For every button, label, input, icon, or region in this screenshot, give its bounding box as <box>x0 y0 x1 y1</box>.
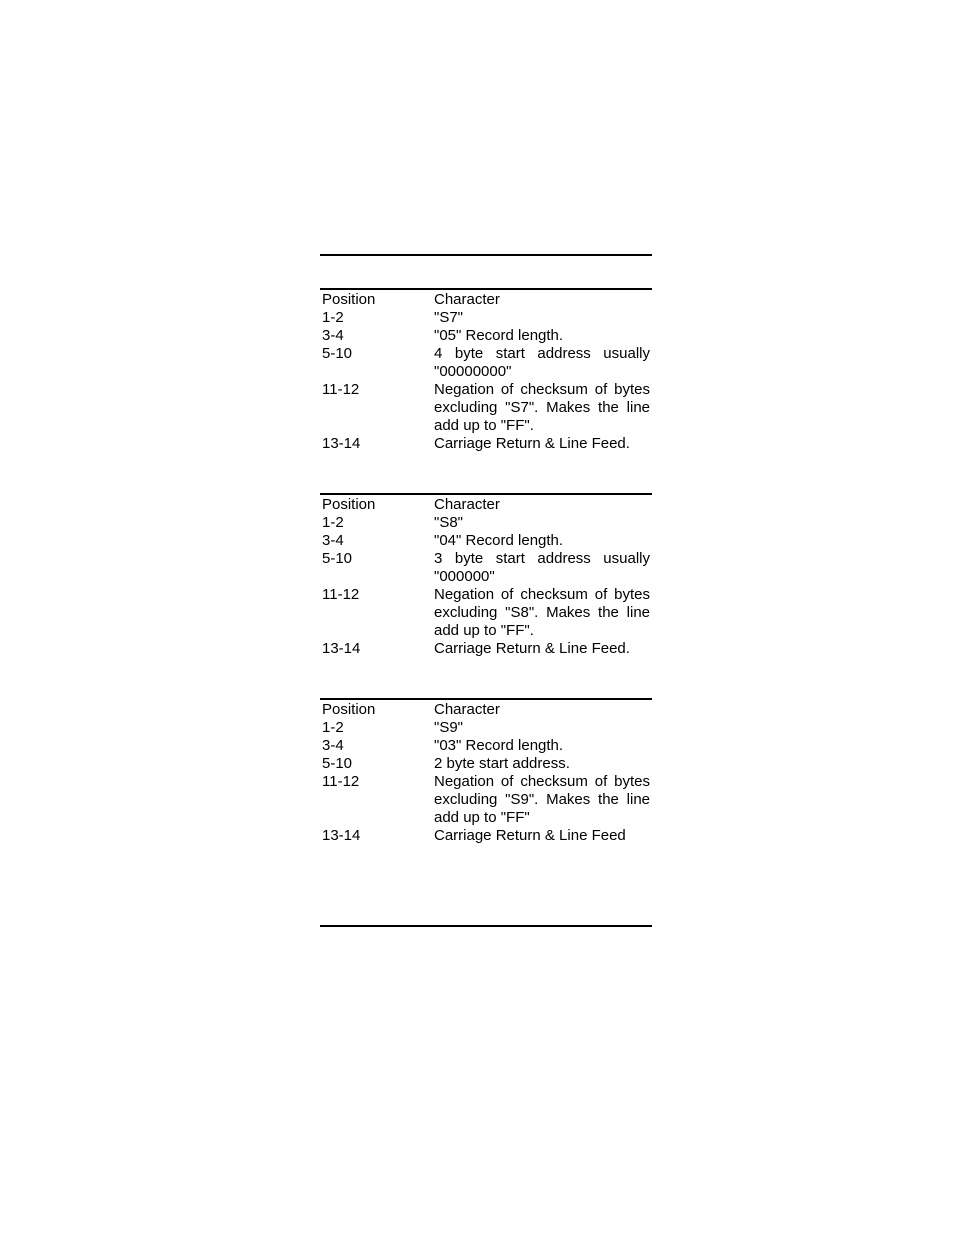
position-cell: 11-12 <box>322 773 360 790</box>
position-cell: 1-2 <box>322 514 344 531</box>
table-row <box>320 586 652 640</box>
position-cell: 1-2 <box>322 719 344 736</box>
table-header-row <box>320 291 652 309</box>
table-row <box>320 435 652 453</box>
table-top-rule <box>320 698 652 700</box>
table-row <box>320 773 652 827</box>
table-top-rule <box>320 288 652 290</box>
character-cell: Negation of checksum of bytes excluding "S7". Makes the line add up to "FF". <box>434 381 650 434</box>
table-row <box>320 381 652 435</box>
table-row <box>320 532 652 550</box>
table-header-row <box>320 496 652 514</box>
position-cell: 13-14 <box>322 435 361 452</box>
character-cell: Carriage Return & Line Feed. <box>434 640 630 657</box>
table-row <box>320 827 652 845</box>
character-cell: "05" Record length. <box>434 327 564 344</box>
position-cell: 3-4 <box>322 327 344 344</box>
position-cell: 5-10 <box>322 345 353 362</box>
s9-record-table <box>320 698 652 845</box>
position-header: Position <box>322 291 376 308</box>
character-cell: Negation of checksum of bytes excluding "S8". Makes the line add up to "FF". <box>434 586 650 639</box>
character-header: Character <box>434 496 500 513</box>
position-header: Position <box>322 496 376 513</box>
position-cell: 11-12 <box>322 381 360 398</box>
position-header: Position <box>322 701 376 718</box>
character-cell: "S8" <box>434 514 463 531</box>
character-cell: "03" Record length. <box>434 737 564 754</box>
character-cell: "S9" <box>434 719 463 736</box>
table-header-row <box>320 701 652 719</box>
character-cell: Carriage Return & Line Feed <box>434 827 626 844</box>
character-header: Character <box>434 291 500 308</box>
position-cell: 5-10 <box>322 550 353 567</box>
position-cell: 11-12 <box>322 586 360 603</box>
table-row <box>320 737 652 755</box>
character-cell: Negation of checksum of bytes excluding "S9". Makes the line add up to "FF" <box>434 773 650 826</box>
character-cell: "S7" <box>434 309 463 326</box>
character-cell: Carriage Return & Line Feed. <box>434 435 630 452</box>
table-row <box>320 755 652 773</box>
position-cell: 5-10 <box>322 755 353 772</box>
position-cell: 1-2 <box>322 309 344 326</box>
position-cell: 3-4 <box>322 737 344 754</box>
table-row <box>320 550 652 586</box>
table-row <box>320 345 652 381</box>
s7-record-table <box>320 288 652 453</box>
character-cell: 4 byte start address usually "00000000" <box>434 345 650 380</box>
position-cell: 13-14 <box>322 640 361 657</box>
table-row <box>320 514 652 532</box>
character-cell: "04" Record length. <box>434 532 564 549</box>
page-bottom-rule <box>320 925 652 927</box>
table-top-rule <box>320 493 652 495</box>
page-top-rule <box>320 254 652 256</box>
table-row <box>320 327 652 345</box>
character-cell: 2 byte start address. <box>434 755 570 772</box>
position-cell: 13-14 <box>322 827 361 844</box>
character-cell: 3 byte start address usually "000000" <box>434 550 650 585</box>
table-row <box>320 309 652 327</box>
position-cell: 3-4 <box>322 532 344 549</box>
table-row <box>320 719 652 737</box>
character-header: Character <box>434 701 500 718</box>
table-row <box>320 640 652 658</box>
s8-record-table <box>320 493 652 658</box>
